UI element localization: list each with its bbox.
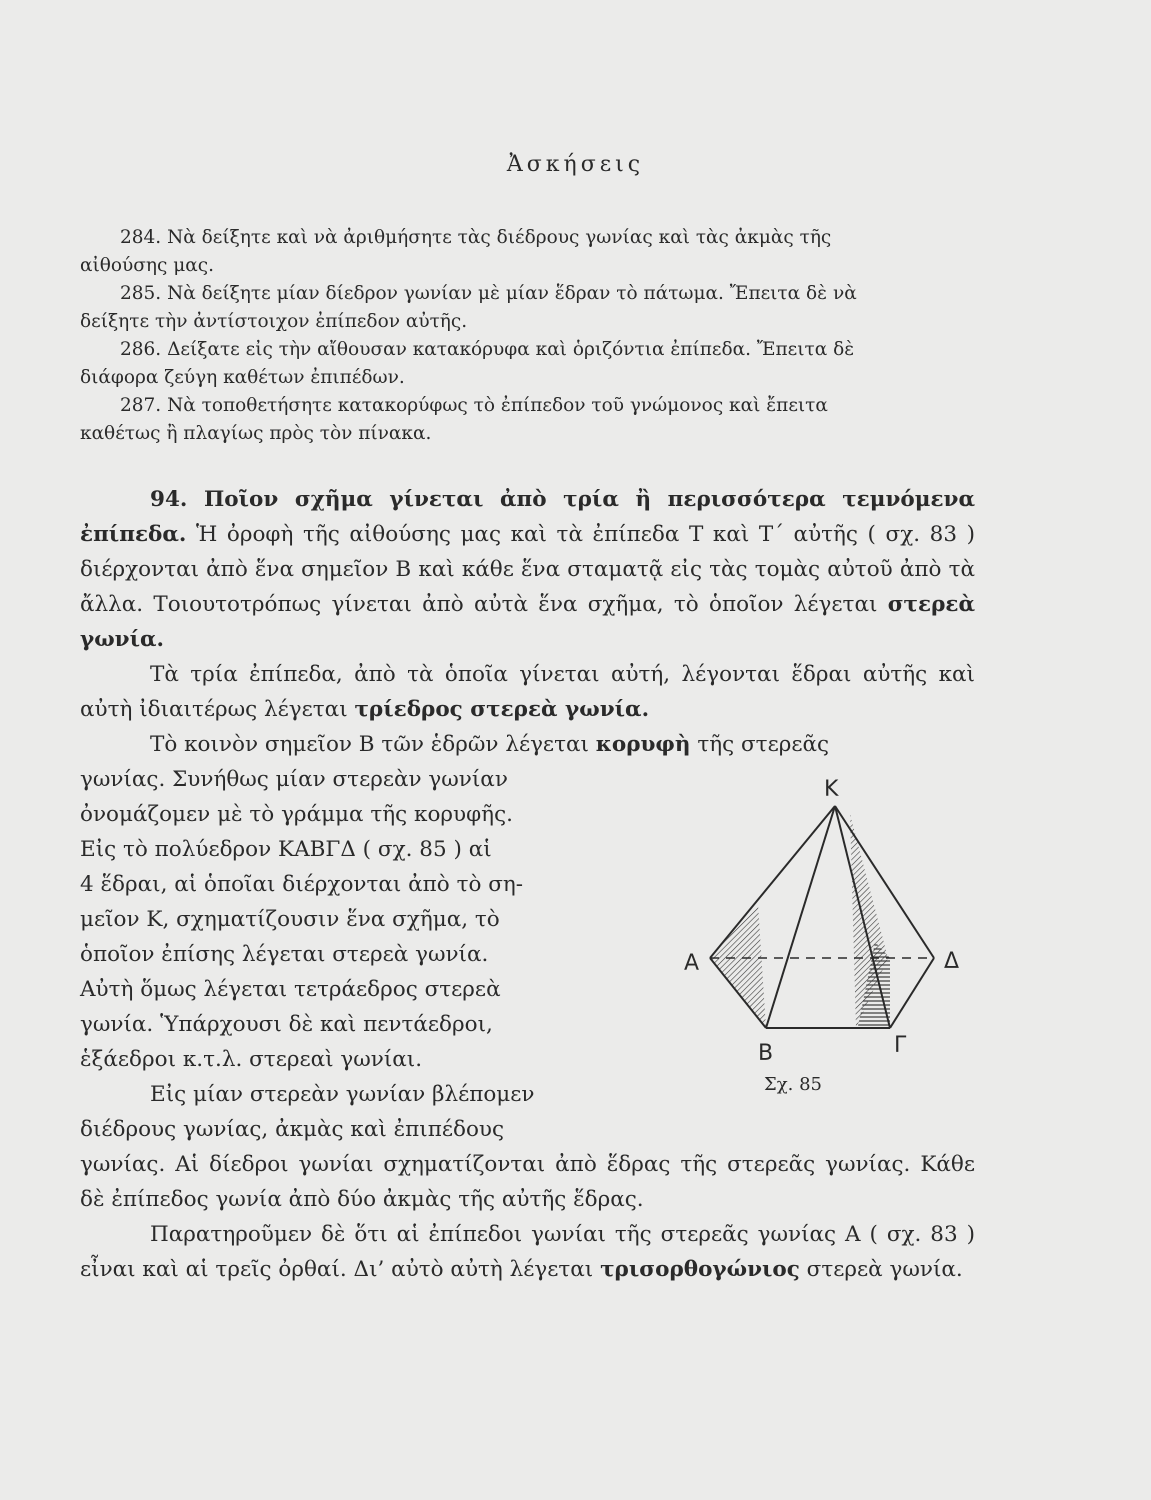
exercise-line: 285. Νὰ δείξητε μίαν δίεδρον γωνίαν μὲ μίαν ἕδραν τὸ πάτωμα. Ἔπειτα δὲ νὰ [120, 283, 857, 304]
section-paragraph-1 [80, 482, 975, 657]
section-title: 94. Ποῖον σχῆμα γίνεται ἀπὸ τρία ἢ περισσότερα τεμνόμενα [150, 487, 975, 512]
text-line: γωνίας. Συνήθως μίαν στερεὰν γωνίαν [80, 767, 508, 792]
section-title-end: ἐπίπεδα. [80, 522, 187, 547]
text-line: Αὐτὴ ὅμως λέγεται τετράεδρος στερεὰ [80, 977, 501, 1002]
exercises-list [80, 224, 970, 448]
paragraph-text: στερεὰ γωνία. [799, 1257, 963, 1282]
paragraph-text: τῆς στερεᾶς [690, 732, 830, 757]
term-trihedral: τρίεδρος στερεὰ γωνία. [354, 697, 650, 722]
text-line: γωνία. Ὑπάρχουσι δὲ καὶ πεντάεδροι, [80, 1012, 493, 1037]
exercises-heading: Ἀσκήσεις [506, 152, 645, 177]
vertex-label-k: Κ [824, 777, 839, 802]
exercise-line: διάφορα ζεύγη καθέτων ἐπιπέδων. [80, 367, 405, 388]
paragraph-text: Τὰ τρία ἐπίπεδα, ἀπὸ τὰ ὁποῖα γίνεται αὐτή, λέγονται ἕδραι αὐτῆς καὶ αὐτὴ ἰδιαιτέρως λέγεται [80, 662, 975, 722]
term-trirectangular: τρισορθογώνιος [600, 1257, 800, 1282]
section-paragraph-4-rest: γωνίας. Αἱ δίεδροι γωνίαι σχηματίζονται ἀπὸ ἕδρας τῆς στερεᾶς γωνίας. Κάθε δὲ ἐπίπεδος γωνία ἀπὸ δύο ἀκμὰς τῆς αὐτῆς ἕδρας. [80, 1152, 975, 1212]
text-line: διέδρους γωνίας, ἀκμὰς καὶ ἐπιπέδους [80, 1117, 505, 1142]
vertex-label-b: Β [758, 1041, 774, 1066]
exercise-284 [80, 224, 970, 280]
text-line: ἑξάεδροι κ.τ.λ. στερεαὶ γωνίαι. [80, 1047, 423, 1072]
vertex-label-g: Γ [894, 1033, 907, 1058]
text-line: 4 ἕδραι, αἱ ὁποῖαι διέρχονται ἀπὸ τὸ ση- [80, 872, 524, 897]
exercise-line: 286. Δείξατε εἰς τὴν αἴθουσαν κατακόρυφα καὶ ὁριζόντια ἐπίπεδα. Ἔπειτα δὲ [120, 339, 855, 360]
exercise-line: δείξητε τὴν ἀντίστοιχον ἐπίπεδον αὐτῆς. [80, 311, 468, 332]
exercise-287 [80, 392, 970, 448]
section-paragraph-5 [80, 1217, 975, 1287]
narrow-column [80, 762, 628, 1147]
text-line: ὀνομάζομεν μὲ τὸ γράμμα τῆς κορυφῆς. [80, 802, 513, 827]
term-vertex: κορυφὴ [595, 732, 691, 757]
exercise-line: καθέτως ἢ πλαγίως πρὸς τὸν πίνακα. [80, 423, 432, 444]
term-solid-angle: στερεὰ γωνία. [80, 592, 975, 652]
paragraph-text: Παρατηροῦμεν δὲ ὅτι αἱ ἐπίπεδοι γωνίαι τῆς στερεᾶς γωνίας Α ( σχ. 83 ) εἶναι καὶ αἱ τρεῖς ὀρθαί. Δι’ αὐτὸ αὐτὴ λέγεται [80, 1222, 975, 1282]
edge-ka [710, 806, 835, 958]
text-line: μεῖον Κ, σχηματίζουσιν ἕνα σχῆμα, τὸ [80, 907, 500, 932]
figure-85 [684, 772, 980, 1102]
text-line: ὁποῖον ἐπίσης λέγεται στερεὰ γωνία. [80, 942, 489, 967]
paragraph-text: Ἡ ὀροφὴ τῆς αἰθούσης μας καὶ τὰ ἐπίπεδα Τ καὶ Τ΄ αὐτῆς ( σχ. 83 ) διέρχονται ἀπὸ ἕνα σημεῖον Β καὶ κάθε ἕνα σταματᾷ εἰς τὰς τομὰς αὐτοῦ ἀπὸ τὰ ἄλλα. Τοιουτοτρόπως γίνεται ἀπὸ αὐτὰ ἕνα σχῆμα, τὸ ὁποῖον λέγεται [80, 522, 975, 617]
text-line: Εἰς μίαν στερεὰν γωνίαν βλέπομεν [150, 1082, 535, 1107]
exercise-285 [80, 280, 970, 336]
exercise-line: 287. Νὰ τοποθετήσητε κατακορύφως τὸ ἐπίπεδον τοῦ γνώμονος καὶ ἔπειτα [120, 395, 828, 416]
edge-gd [890, 958, 934, 1028]
pyramid-diagram [684, 772, 980, 1102]
exercise-286 [80, 336, 970, 392]
section-paragraph-2 [80, 657, 975, 727]
paragraph-text: Τὸ κοινὸν σημεῖον Β τῶν ἑδρῶν λέγεται [150, 732, 596, 757]
edge-kb [766, 806, 835, 1028]
exercise-line: 284. Νὰ δείξητε καὶ νὰ ἀριθμήσητε τὰς διέδρους γωνίας καὶ τὰς ἀκμὰς τῆς [120, 227, 832, 248]
section-paragraph-3 [80, 727, 975, 762]
vertex-label-d: Δ [944, 949, 960, 974]
vertex-label-a: Α [684, 951, 700, 976]
figure-caption: Σχ. 85 [764, 1074, 822, 1095]
text-line: Εἰς τὸ πολύεδρον ΚΑΒΓΔ ( σχ. 85 ) αἱ [80, 837, 492, 862]
edge-kd [835, 806, 934, 958]
exercise-line: αἰθούσης μας. [80, 255, 214, 276]
